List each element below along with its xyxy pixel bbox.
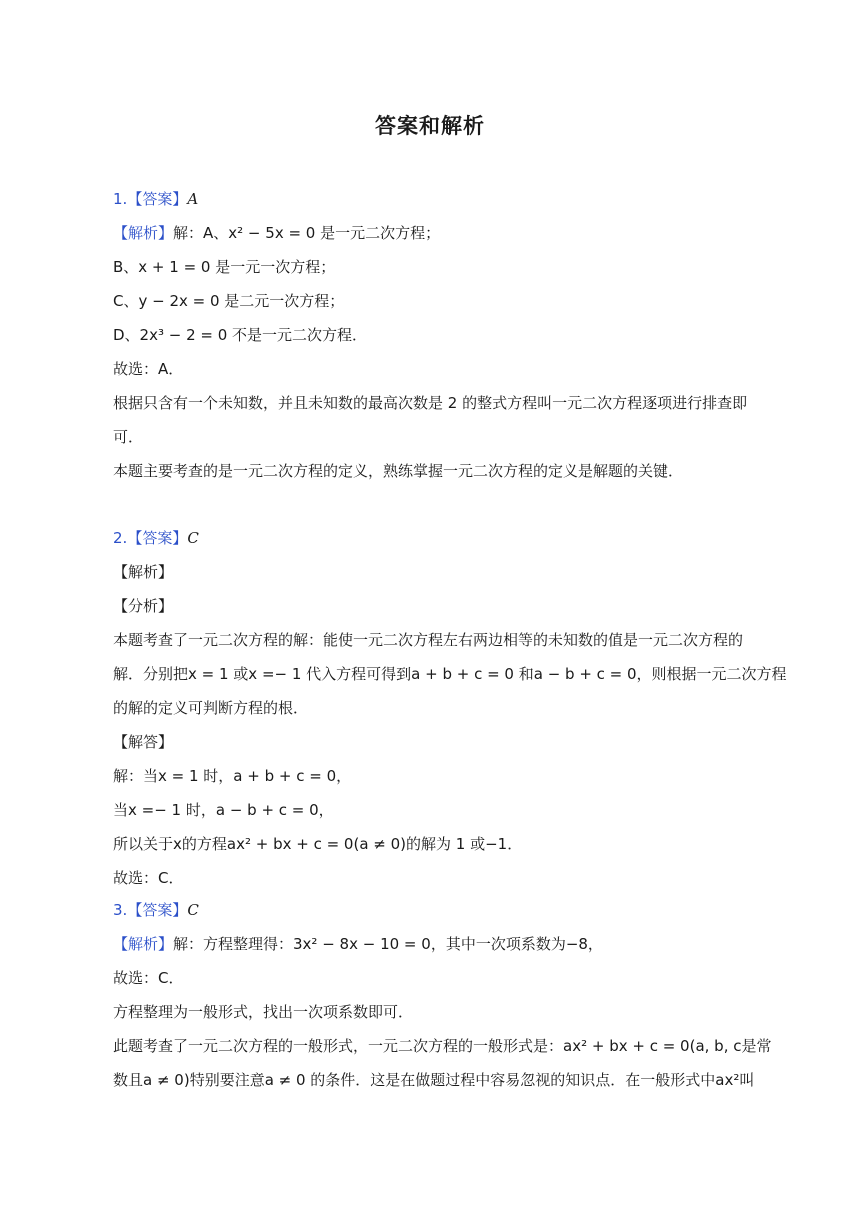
q3-summary-1: 此题考查了一元二次方程的一般形式，一元二次方程的一般形式是：ax² + bx + c = 0(a, b, c是常: [113, 1037, 772, 1055]
q3-analysis-line: [113, 933, 753, 955]
q2-analysis-3: 的解的定义可判断方程的根．: [113, 699, 309, 717]
q2-analysis-label: 【解析】: [113, 563, 174, 581]
q2-fenxi-label: 【分析】: [113, 597, 174, 615]
q1-number: 1.: [113, 190, 128, 208]
q1-answer-line: [113, 188, 753, 210]
q3-explain: 方程整理为一般形式，找出一次项系数即可．: [113, 1003, 414, 1021]
q1-analysis-line: [113, 222, 753, 244]
q1-summary: 本题主要考查的是一元二次方程的定义，熟练掌握一元二次方程的定义是解题的关键．: [113, 462, 684, 480]
q1-analysis-text: 解：A、x² − 5x = 0 是一元二次方程；: [173, 224, 441, 242]
q1-explain-2: 可．: [113, 428, 144, 446]
q2-answer-line: [113, 527, 753, 549]
q2-solution-2: 当x =− 1 时，a − b + c = 0，: [113, 801, 334, 819]
q1-analysis-label: 【解析】: [113, 224, 174, 242]
q2-answer-label: 【答案】: [127, 529, 188, 547]
q2-solution-3: 所以关于x的方程ax² + bx + c = 0(a ≠ 0)的解为 1 或−1．: [113, 835, 523, 853]
q1-answer-value: A: [187, 190, 199, 208]
q3-number: 3.: [113, 901, 128, 919]
q2-jieda-label: 【解答】: [113, 733, 174, 751]
q2-analysis-2: 解．分别把x = 1 或x =− 1 代入方程可得到a + b + c = 0 和a − b + c = 0，则根据一元二次方程: [113, 665, 787, 683]
q2-answer-value: C: [187, 529, 199, 547]
q1-line-d: D、2x³ − 2 = 0 不是一元二次方程．: [113, 326, 368, 344]
q3-summary-2: 数且a ≠ 0)特别要注意a ≠ 0 的条件．这是在做题过程中容易忽视的知识点．在一般形式中ax²叫: [113, 1071, 755, 1089]
q2-solution-1: 解：当x = 1 时，a + b + c = 0，: [113, 767, 352, 785]
q2-number: 2.: [113, 529, 128, 547]
q3-answer-label: 【答案】: [127, 901, 188, 919]
q1-explain-1: 根据只含有一个未知数，并且未知数的最高次数是 2 的整式方程叫一元二次方程逐项进行排查即: [113, 394, 748, 412]
q3-choice: 故选：C．: [113, 969, 184, 987]
page-title: 答案和解析: [375, 114, 485, 138]
q3-answer-line: [113, 899, 753, 921]
q3-analysis-text: 解：方程整理得：3x² − 8x − 10 = 0，其中一次项系数为−8，: [173, 935, 603, 953]
q2-analysis-1: 本题考查了一元二次方程的解：能使一元二次方程左右两边相等的未知数的值是一元二次方程的: [113, 631, 744, 649]
q1-choice: 故选：A．: [113, 360, 184, 378]
q2-choice: 故选：C．: [113, 869, 184, 887]
q3-answer-value: C: [187, 901, 199, 919]
q1-answer-label: 【答案】: [127, 190, 188, 208]
q3-analysis-label: 【解析】: [113, 935, 174, 953]
q1-line-b: B、x + 1 = 0 是一元一次方程；: [113, 258, 336, 276]
q1-line-c: C、y − 2x = 0 是二元一次方程；: [113, 292, 345, 310]
